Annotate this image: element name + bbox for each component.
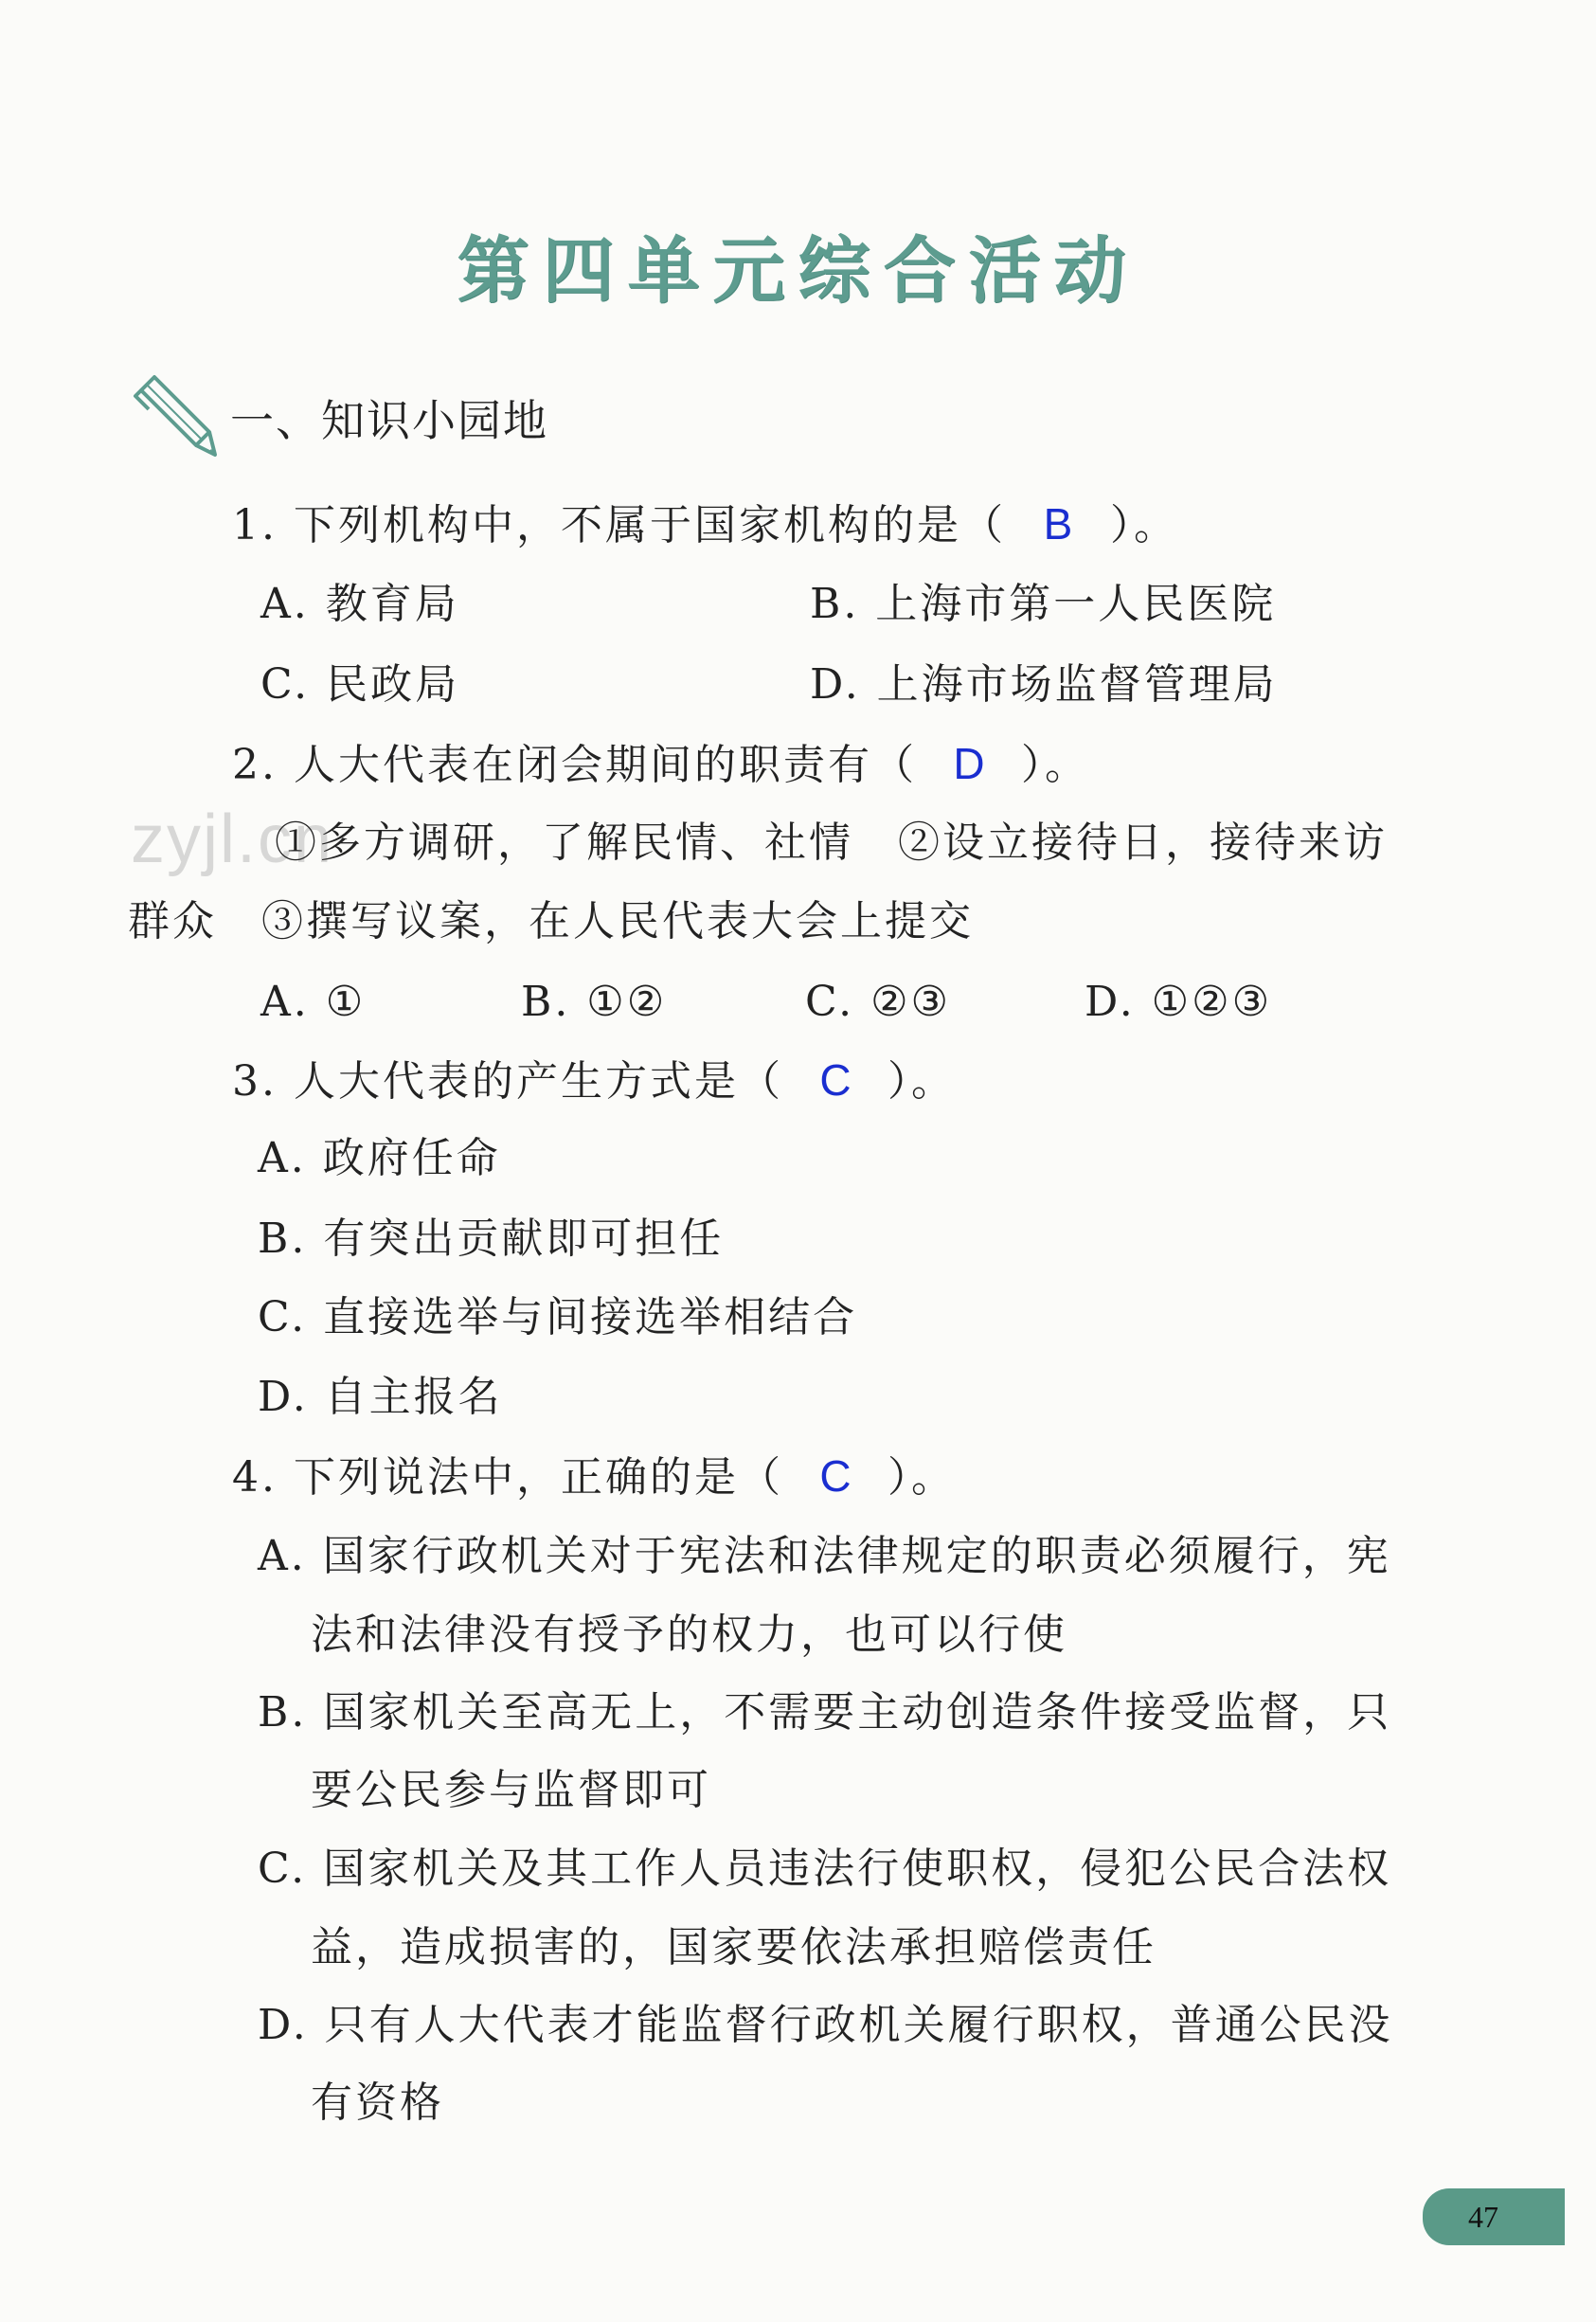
answer-4: C <box>819 1451 852 1501</box>
q4-option-b-line-2: 要公民参与监督即可 <box>311 1766 711 1814</box>
page-number-tab <box>1423 2188 1565 2245</box>
q2-option-b: B. ①② <box>521 978 668 1026</box>
question-4-stem: 4. 下列说法中，正确的是（ C ）。 <box>232 1451 956 1502</box>
question-3-stem: 3. 人大代表的产生方式是（ C ）。 <box>232 1055 956 1106</box>
q1-option-d: D. 上海市场监督管理局 <box>810 660 1278 709</box>
q4-option-a-line-2: 法和法律没有授予的权力，也可以行使 <box>311 1611 1067 1659</box>
q2-items-line-1: ①多方调研，了解民情、社情 ②设立接待日，接待来访 <box>275 819 1388 867</box>
q3-option-c: C. 直接选举与间接选举相结合 <box>258 1293 858 1341</box>
q4-option-c-line-2: 益，造成损害的，国家要依法承担赔偿责任 <box>311 1923 1157 1971</box>
q4-option-a-line-1: A. 国家行政机关对于宪法和法律规定的职责必须履行，宪 <box>258 1532 1391 1580</box>
q2-option-d: D. ①②③ <box>1085 978 1273 1026</box>
answer-1: B <box>1043 499 1073 549</box>
q1-option-c: C. 民政局 <box>260 660 460 709</box>
answer-3: C <box>819 1055 852 1105</box>
q4-option-b-line-1: B. 国家机关至高无上，不需要主动创造条件接受监督，只 <box>258 1688 1392 1737</box>
q3-option-b: B. 有突出贡献即可担任 <box>258 1215 725 1263</box>
question-1-stem: 1. 下列机构中，不属于国家机构的是（ B ）。 <box>232 499 1178 549</box>
page-number: 47 <box>1468 2200 1498 2234</box>
watermark: zyjl.cn <box>131 801 334 877</box>
question-2-stem: 2. 人大代表在闭会期间的职责有（ D ）。 <box>232 739 1089 789</box>
q4-option-d-line-1: D. 只有人大代表才能监督行政机关履行职权，普通公民没 <box>258 2001 1393 2049</box>
q2-option-a: A. ① <box>260 978 367 1026</box>
page-title: 第四单元综合活动 <box>457 228 1139 313</box>
pencil-icon <box>128 369 223 464</box>
q4-option-c-line-1: C. 国家机关及其工作人员违法行使职权，侵犯公民合法权 <box>258 1845 1392 1893</box>
answer-2: D <box>953 739 985 788</box>
section-label: 一、知识小园地 <box>230 395 548 446</box>
q1-option-a: A. 教育局 <box>260 580 459 628</box>
q2-items-line-2: 群众 ③撰写议案，在人民代表大会上提交 <box>128 897 974 945</box>
q1-option-b: B. 上海市第一人民医院 <box>810 580 1277 628</box>
q3-option-a: A. 政府任命 <box>258 1134 501 1182</box>
q2-option-c: C. ②③ <box>805 978 951 1026</box>
q3-option-d: D. 自主报名 <box>258 1373 503 1421</box>
q4-option-d-line-2: 有资格 <box>311 2079 444 2127</box>
